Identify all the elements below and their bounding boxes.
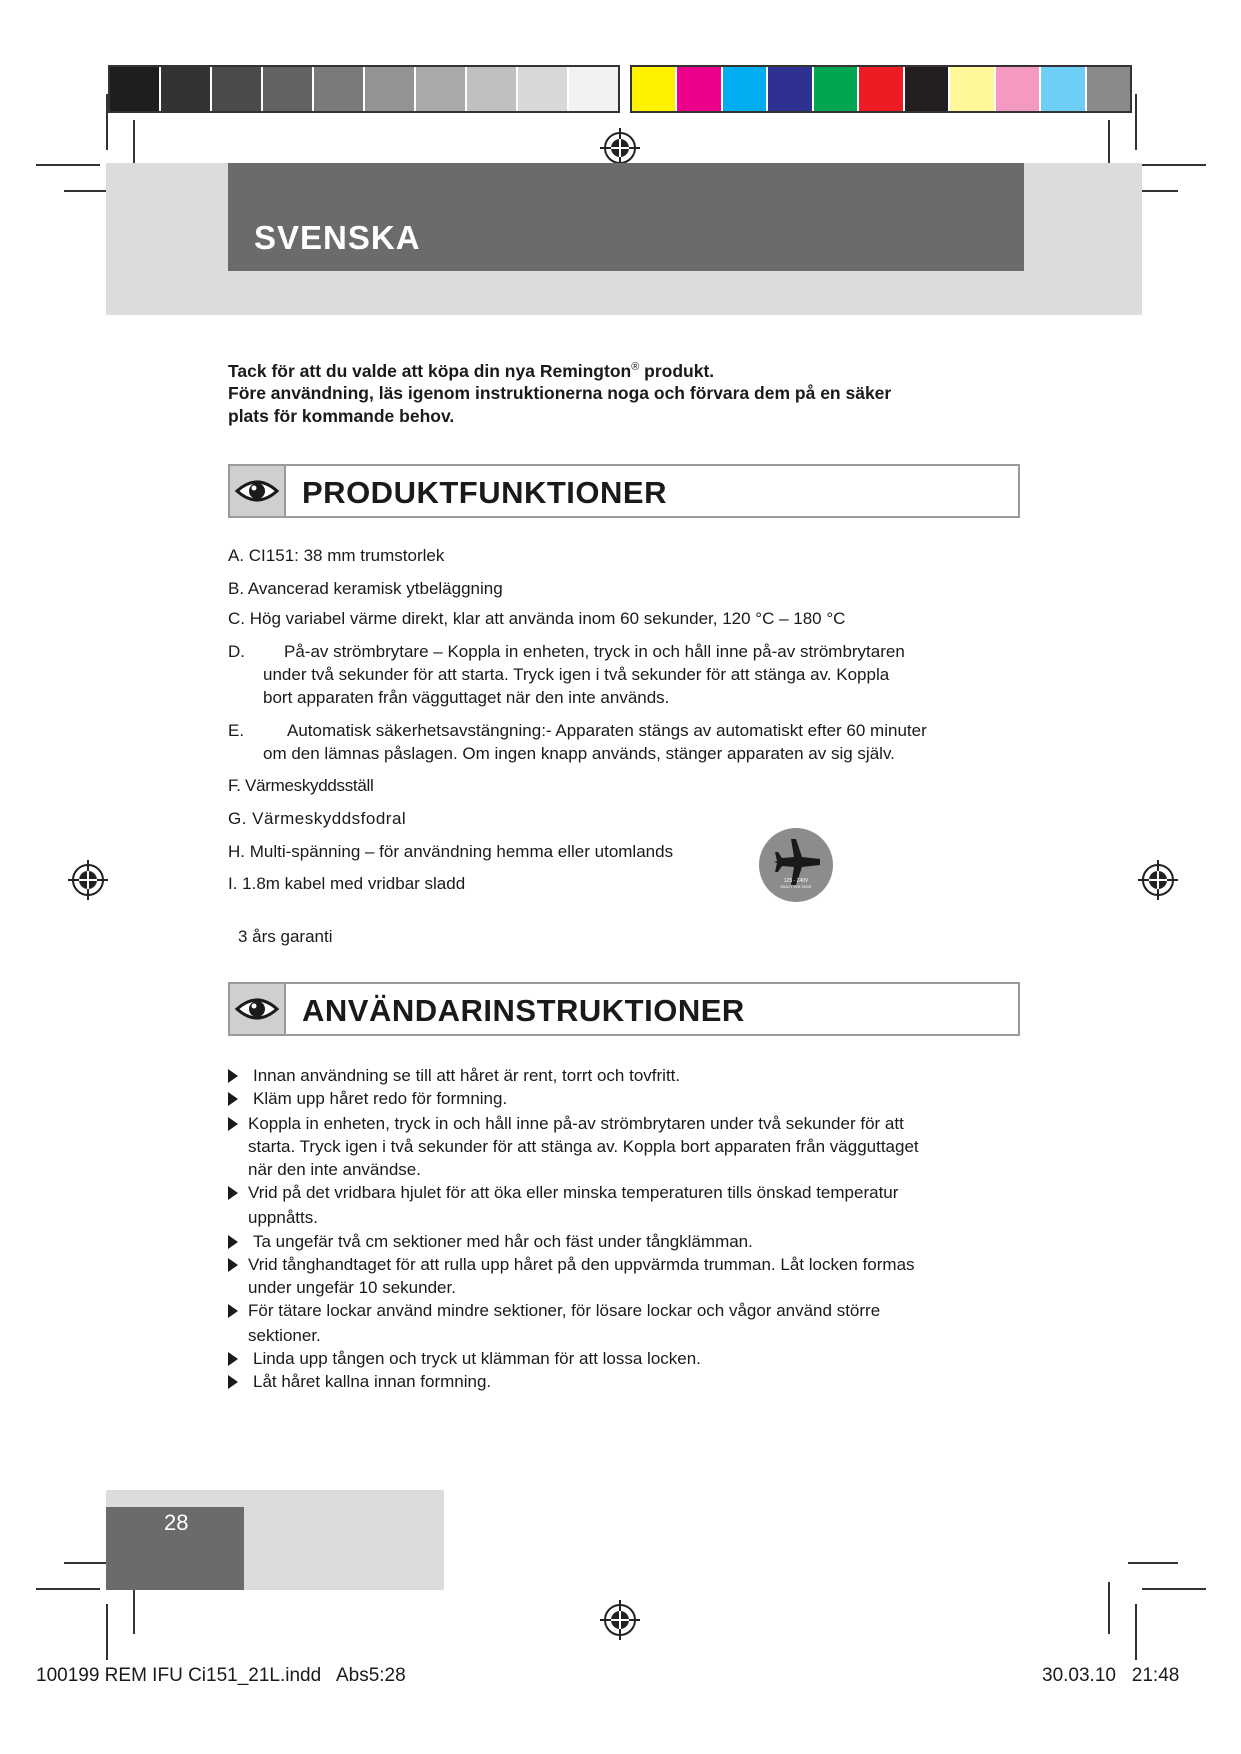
crop-mark <box>1108 1582 1110 1634</box>
feature-f: F. Värmeskyddsställ <box>228 776 374 795</box>
crop-mark <box>1135 1604 1137 1660</box>
instruction-8: Linda upp tången och tryck ut klämman för att lossa locken. <box>253 1349 701 1368</box>
feature-d-line2: under två sekunder för att starta. Tryck igen i två sekunder för att stänga av. Koppla <box>263 665 890 684</box>
badge-voltage-text: 125 - 240V <box>783 878 809 884</box>
language-title: SVENSKA <box>254 219 421 256</box>
gray-swatch-8 <box>467 67 518 111</box>
crop-mark <box>1135 94 1137 150</box>
color-swatch-4 <box>768 67 813 111</box>
instruction-2: Kläm upp håret redo för formning. <box>253 1089 508 1108</box>
color-swatch-2 <box>677 67 722 111</box>
crop-mark <box>36 1588 100 1590</box>
features-title: PRODUKTFUNKTIONER <box>302 475 667 510</box>
instruction-7-line2: sektioner. <box>248 1326 321 1345</box>
registration-mark-icon <box>600 128 640 168</box>
instruction-4-line1: Vrid på det vridbara hjulet för att öka eller minska temperaturen tills önskad temperatur <box>248 1183 899 1202</box>
bullet-icon <box>228 1186 238 1200</box>
color-swatch-5 <box>814 67 859 111</box>
registration-mark-icon <box>600 1600 640 1640</box>
instruction-4-line2: uppnåtts. <box>248 1208 318 1227</box>
instruction-7-line1: För tätare lockar använd mindre sektioner, för lösare lockar och vågor använd större <box>248 1301 881 1320</box>
gray-swatch-9 <box>518 67 569 111</box>
instructions-section-header <box>228 982 1020 1036</box>
registration-mark-icon <box>68 860 108 900</box>
instruction-9: Låt håret kallna innan formning. <box>253 1372 492 1391</box>
color-swatch-1 <box>632 67 677 111</box>
bullet-icon <box>228 1258 238 1272</box>
bullet-icon <box>228 1235 238 1249</box>
feature-a: A. CI151: 38 mm trumstorlek <box>228 546 445 565</box>
feature-c: C. Hög variabel värme direkt, klar att använda inom 60 sekunder, 120 °C – 180 °C <box>228 609 846 628</box>
gray-swatch-7 <box>416 67 467 111</box>
eye-icon <box>234 994 280 1024</box>
gray-swatch-3 <box>212 67 263 111</box>
instruction-3-line3: när den inte användse. <box>248 1160 421 1179</box>
registered-mark: ® <box>631 361 640 373</box>
bullet-icon <box>228 1304 238 1318</box>
crop-mark <box>1142 1588 1206 1590</box>
multi-voltage-badge <box>759 828 833 902</box>
registration-mark-icon <box>1138 860 1178 900</box>
color-swatch-8 <box>950 67 995 111</box>
bullet-icon <box>228 1069 238 1083</box>
crop-mark <box>1142 164 1206 166</box>
slug-date-time: 30.03.10 21:48 <box>1042 1665 1180 1686</box>
intro-thanks <box>228 355 714 383</box>
badge-multi-voltage-text: MULTI VOLTAGE <box>780 884 812 889</box>
instruction-5: Ta ungefär två cm sektioner med hår och fäst under tångklämman. <box>253 1232 753 1251</box>
eye-icon-cell <box>230 466 286 516</box>
instruction-1: Innan användning se till att håret är rent, torrt och tovfritt. <box>253 1066 681 1085</box>
airplane-icon <box>759 828 833 902</box>
bullet-icon <box>228 1352 238 1366</box>
gray-swatch-4 <box>263 67 314 111</box>
gray-swatch-6 <box>365 67 416 111</box>
feature-e-line1: Automatisk säkerhetsavstängning:- Apparaten stängs av automatiskt efter 60 minuter <box>287 721 927 740</box>
feature-e-label: E. <box>228 721 245 740</box>
bullet-icon <box>228 1117 238 1131</box>
color-swatch-10 <box>1041 67 1086 111</box>
crop-mark <box>1128 1562 1178 1564</box>
crop-mark <box>106 1604 108 1660</box>
gray-swatch-2 <box>161 67 212 111</box>
crop-mark <box>36 164 100 166</box>
intro-thanks-end: produkt. <box>639 360 715 381</box>
features-section-header <box>228 464 1020 518</box>
color-swatch-7 <box>905 67 950 111</box>
feature-d-line1: På-av strömbrytare – Koppla in enheten, tryck in och håll inne på-av strömbrytaren <box>284 642 905 661</box>
instruction-3-line1: Koppla in enheten, tryck in och håll inne på-av strömbrytaren under två sekunder för att <box>248 1114 904 1133</box>
instruction-3-line2: starta. Tryck igen i två sekunder för att stänga av. Koppla bort apparaten från vägguttaget <box>248 1137 919 1156</box>
color-swatch-6 <box>859 67 904 111</box>
grayscale-color-bar <box>108 65 620 113</box>
feature-d-label: D. <box>228 642 245 661</box>
feature-i: I. 1.8m kabel med vridbar sladd <box>228 874 466 893</box>
bullet-icon <box>228 1092 238 1106</box>
process-color-bar <box>630 65 1132 113</box>
feature-e-line2: om den lämnas påslagen. Om ingen knapp används, stänger apparaten av sig själv. <box>263 744 895 763</box>
instruction-6-line2: under ungefär 10 sekunder. <box>248 1278 456 1297</box>
instruction-6-line1: Vrid tånghandtaget för att rulla upp håret på den uppvärmda trumman. Låt locken formas <box>248 1255 915 1274</box>
color-swatch-11 <box>1087 67 1130 111</box>
gray-swatch-1 <box>110 67 161 111</box>
feature-b: B. Avancerad keramisk ytbeläggning <box>228 579 503 598</box>
eye-icon-cell <box>230 984 286 1034</box>
gray-swatch-5 <box>314 67 365 111</box>
crop-mark <box>106 94 108 150</box>
bullet-icon <box>228 1375 238 1389</box>
slug-file-info: 100199 REM IFU Ci151_21L.indd Abs5:28 <box>36 1665 406 1686</box>
gray-swatch-10 <box>569 67 618 111</box>
intro-thanks-text: Tack för att du valde att köpa din nya Remington <box>228 360 632 381</box>
page-number: 28 <box>164 1510 189 1535</box>
color-swatch-3 <box>723 67 768 111</box>
warranty: 3 års garanti <box>238 927 333 946</box>
feature-d-line3: bort apparaten från vägguttaget när den inte används. <box>263 688 670 707</box>
instructions-title: ANVÄNDARINSTRUKTIONER <box>302 993 745 1028</box>
intro-read-instructions: Före användning, läs igenom instruktionerna noga och förvara dem på en säker <box>228 383 892 403</box>
color-swatch-9 <box>996 67 1041 111</box>
feature-g: G. Värmeskyddsfodral <box>228 809 407 828</box>
eye-icon <box>234 476 280 506</box>
intro-keep-instructions: plats för kommande behov. <box>228 406 455 426</box>
feature-h: H. Multi-spänning – för användning hemma eller utomlands <box>228 842 674 861</box>
